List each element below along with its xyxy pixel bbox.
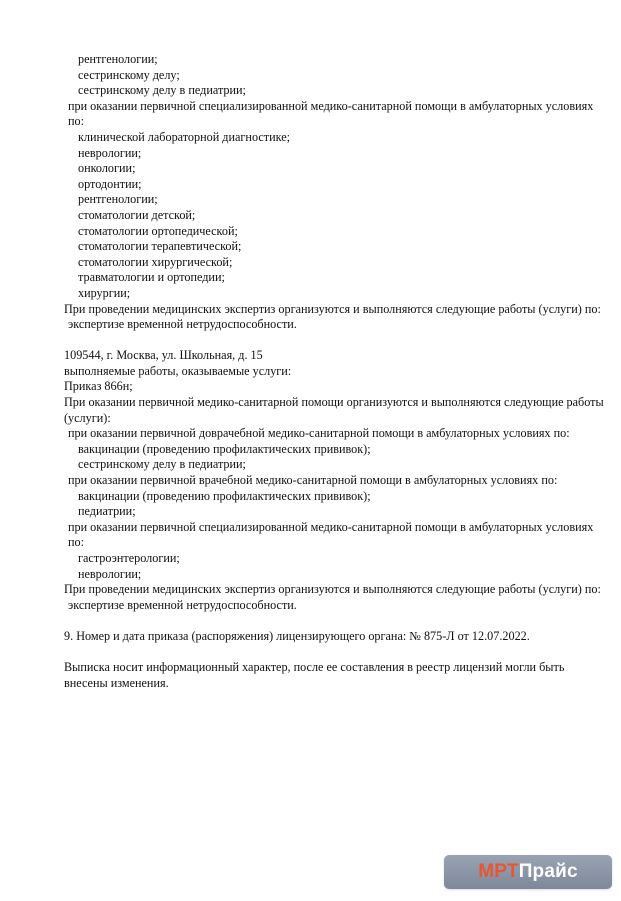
list-item: хирургии;: [78, 285, 131, 300]
list-item: рентгенологии;: [78, 52, 158, 66]
list-item: травматологии и ортопедии;: [78, 270, 225, 285]
address-line: 109544, г. Москва, ул. Школьная, д. 15: [64, 348, 263, 363]
list-item: стоматологии детской;: [78, 207, 196, 222]
section-heading: при оказании первичной специализированной медико-санитарной помощи в амбулаторных условиях по:: [68, 519, 594, 550]
list-item: сестринскому делу в педиатрии;: [78, 83, 246, 98]
list-item: рентгенологии;: [78, 192, 158, 207]
section-heading: при оказании первичной врачебной медико-санитарной помощи в амбулаторных условиях по:: [68, 473, 558, 488]
list-item: вакцинации (проведению профилактических прививок);: [78, 441, 371, 456]
services-label: выполняемые работы, оказываемые услуги:: [64, 363, 292, 378]
list-item: вакцинации (проведению профилактических прививок);: [78, 488, 371, 503]
list-item: стоматологии ортопедической;: [78, 223, 238, 238]
section-heading: при оказании первичной доврачебной медико-санитарной помощи в амбулаторных условиях по:: [68, 426, 570, 441]
list-item: педиатрии;: [78, 504, 136, 519]
document-body: [64, 52, 604, 691]
list-item: онкологии;: [78, 161, 136, 176]
list-item: экспертизе временной нетрудоспособности.: [68, 597, 297, 612]
list-item: неврологии;: [78, 566, 142, 581]
section-heading: при оказании первичной специализированной медико-санитарной помощи в амбулаторных условиях по:: [68, 98, 594, 129]
list-item: стоматологии терапевтической;: [78, 239, 242, 254]
section-heading: При проведении медицинских экспертиз организуются и выполняются следующие работы (услуги) по:: [64, 301, 601, 316]
list-item: неврологии;: [78, 145, 142, 160]
list-item: сестринскому делу в педиатрии;: [78, 457, 246, 472]
list-item: клинической лабораторной диагностике;: [78, 129, 291, 144]
section-heading: При оказании первичной медико-санитарной помощи организуются и выполняются следующие работы (услуги):: [64, 395, 604, 425]
section-heading: При проведении медицинских экспертиз организуются и выполняются следующие работы (услуги) по:: [64, 582, 601, 597]
list-item: стоматологии хирургической;: [78, 254, 233, 269]
list-item: сестринскому делу;: [78, 67, 180, 82]
list-item: гастроэнтерологии;: [78, 551, 180, 565]
mrtprice-logo: [444, 855, 612, 889]
list-item: ортодонтии;: [78, 176, 142, 191]
list-item: экспертизе временной нетрудоспособности.: [68, 317, 297, 332]
order-line: Приказ 866н;: [64, 379, 133, 394]
logo-part-mrt: МРТ: [478, 861, 519, 882]
disclaimer: Выписка носит информационный характер, после ее составления в реестр лицензий могли быть внесены изменения.: [64, 660, 565, 690]
license-order-line: 9. Номер и дата приказа (распоряжения) лицензирующего органа: № 875-Л от 12.07.2022.: [64, 628, 530, 643]
logo-part-price: Прайс: [518, 861, 578, 882]
